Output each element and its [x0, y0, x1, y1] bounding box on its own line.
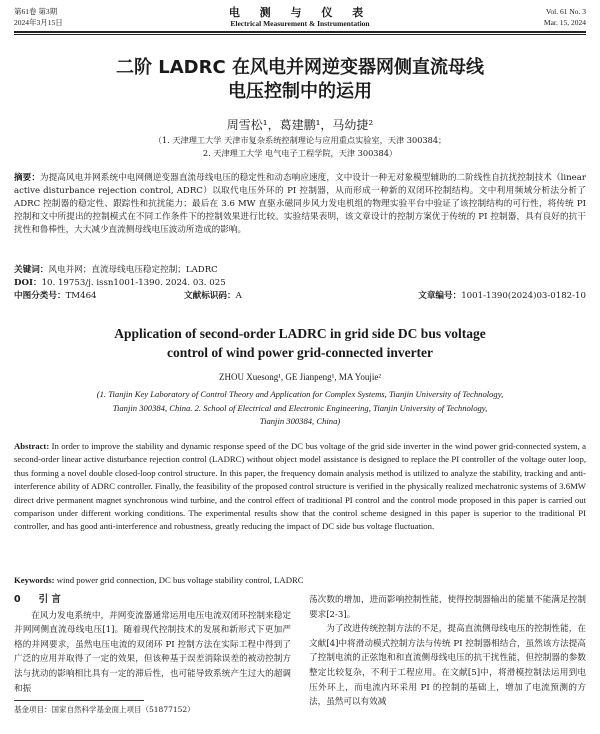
affiliation-en-3: Tianjin 300384, China)	[259, 416, 341, 426]
authors-en: ZHOU Xuesong¹, GE Jianpeng¹, MA Youjie²	[218, 372, 382, 382]
affiliation-en-2: Tianjin 300384, China. 2. School of Electrical and Electronic Engineering, Tianjin University of Technology,	[112, 402, 488, 413]
affiliations-zh	[0, 134, 600, 160]
header-right	[544, 6, 586, 28]
journal-name-en: Electrical Measurement & Instrumentation	[230, 19, 370, 28]
page-header	[14, 6, 586, 34]
affiliation-zh-2: 2. 天津理工大学 电气电子工程学院，天津 300384）	[202, 148, 398, 158]
intro-paragraph-right-1: 荡次数的增加，进而影响控制性能，使得控制器输出的能量不能满足控制要求[2-3]。	[309, 595, 586, 620]
affiliation-zh-1: （1. 天津理工大学 天津市复杂系统控制理论与应用重点实验室，天津 300384；	[153, 135, 447, 145]
date-en: Mar. 15, 2024	[543, 18, 586, 27]
header-rule	[14, 31, 586, 33]
keywords-zh-label: 关键词：	[14, 265, 49, 275]
section-heading	[14, 593, 291, 608]
keywords-zh-text: 风电并网；直流母线电压稳定控制；LADRC	[48, 265, 218, 275]
keywords-zh	[14, 264, 586, 276]
doi-value: 10. 19753/j. issn1001-1390. 2024. 03. 025	[41, 278, 226, 288]
doc-code-value: A	[235, 291, 242, 301]
date-zh: 2024年3月15日	[14, 18, 63, 27]
body-column-right	[309, 593, 586, 710]
abstract-zh	[14, 172, 586, 237]
abstract-en-text: In order to improve the stability and dynamic response speed of the DC bus voltage of the grid side inverter in the wind power grid-connected system, a second-order linear active disturbance rejection control (LADRC) without object model assistance is designed to replace the PI controller of the voltage outer loop, thus forming a novel double closed-loop control structure. In this paper, the frequency domain analysis method is utilized to analyze the stability, tracking and anti-interference ability of ADRC controller. Finally, the feasibility of the proposed control structure is verified in the physically realized mechatronic systems of 3.6MW direct drive permanent magnet synchronous wind turbine, and the control effect of traditional PI control and the control mode proposed in this paper is carried out comparison under different working conditions. The experimental results show that the control scheme designed in this paper is superior to the traditional PI controller, and has good anti-interference and robustness, greatly reducing the impact of DC side bus voltage fluctuation.	[14, 441, 587, 532]
footnote-rule	[14, 700, 144, 701]
doc-code-label: 文献标识码：	[184, 291, 236, 301]
clc-label: 中图分类号：	[14, 291, 66, 301]
intro-paragraph-left: 在风力发电系统中，并网变流器通常运用电压电流双闭环控制来稳定并网网侧直流母线电压[1]。随着现代控制技术的发展和新形式下更加严格的并网要求，虽然电压电流的双闭环 PI 控制方法在实际工程中得到了广泛的应用并取得了一定的效果，但该种基于误差消除误差的被动控制方法与扰动的影响相比具有一定的滞后性，也可能导致系统产生过大的超调和振	[14, 610, 291, 694]
keywords-en-label: Keywords:	[14, 575, 55, 585]
header-center	[14, 6, 586, 29]
affiliation-en-1: (1. Tianjin Key Laboratory of Control Theory and Application for Complex Systems, Tianjin University of Technology,	[96, 389, 504, 399]
header-rule-thin	[14, 34, 586, 35]
title-zh-line-2: 电压控制中的运用	[228, 81, 372, 102]
keywords-en	[14, 574, 586, 586]
doi	[14, 277, 586, 289]
article-no-label: 文章编号：	[418, 291, 462, 301]
clc-value: TM464	[65, 291, 97, 301]
title-en	[0, 324, 600, 362]
section-number: 0	[14, 594, 21, 605]
doi-label: DOI：	[14, 278, 42, 288]
keywords-en-text: wind power grid connection, DC bus voltage stability control, LADRC	[56, 575, 304, 585]
volume-en: Vol. 61 No. 3	[545, 7, 586, 16]
abstract-en-label: Abstract:	[14, 441, 50, 451]
authors-zh: 周雪松¹，葛建鹏¹，马幼捷²	[226, 118, 374, 132]
article-no-value: 1001-1390(2024)03-0182-10	[461, 291, 586, 301]
abstract-en	[14, 440, 586, 534]
intro-paragraph-right-2: 为了改进传统控制方法的不足，提高直流侧母线电压的控制性能，在文献[4]中将滑动模式控制方法与传统 PI 控制器相结合，虽然该方法提高了控制电流的正弦饱和和直流侧母线电压的抗干扰性能，但控制器的参数整定比较复杂，不利于工程应用。在文献[5]中，将滑模控制法运用到电压外环上，而电流内环采用 PI 的控制的基础上，增加了电流预测的方法，虽然可以有效减	[309, 624, 586, 708]
abstract-zh-text: 为提高风电并网系统中电网侧逆变器直流母线电压的稳定性和动态响应速度，文中设计一种无对象模型辅助的二阶线性自抗扰控制技术（linear active disturbance rejection control, ADRC）以取代电压外环的 PI 控制器，从而形成一种新的双闭环控制结构。文中利用频域分析法分析了 ADRC 控制器的稳定性、跟踪性和抗扰能力；最后在 3.6 MW 直驱永磁同步风力发电机组的物理实验平台中验证了该控制结构的可行性，将传统 PI 控制和文中所提出的控制模式在不同工作条件下的控制效果进行比较。实验结果表明，该文章设计的控制方案优于传统的 PI 控制器，具有良好的抗干扰性和鲁棒性，大大减少直流侧母线电压波动所造成的影响。	[14, 173, 586, 235]
abstract-zh-label: 摘要：	[14, 173, 41, 183]
body-column-left	[14, 593, 291, 696]
affiliations-en	[40, 388, 560, 429]
section-title: 引 言	[38, 594, 61, 605]
title-en-line-1: Application of second-order LADRC in grid side DC bus voltage	[114, 326, 486, 341]
title-en-line-2: control of wind power grid-connected inverter	[166, 345, 434, 360]
title-zh-line-1: 二阶 LADRC 在风电并网逆变器网侧直流母线	[116, 57, 484, 78]
funding-note: 基金项目：国家自然科学基金面上项目（51877152）	[14, 705, 195, 714]
journal-name-zh: 电 测 与 仪 表	[228, 6, 372, 19]
volume-zh: 第61卷 第3期	[14, 7, 58, 16]
title-zh	[0, 56, 600, 104]
